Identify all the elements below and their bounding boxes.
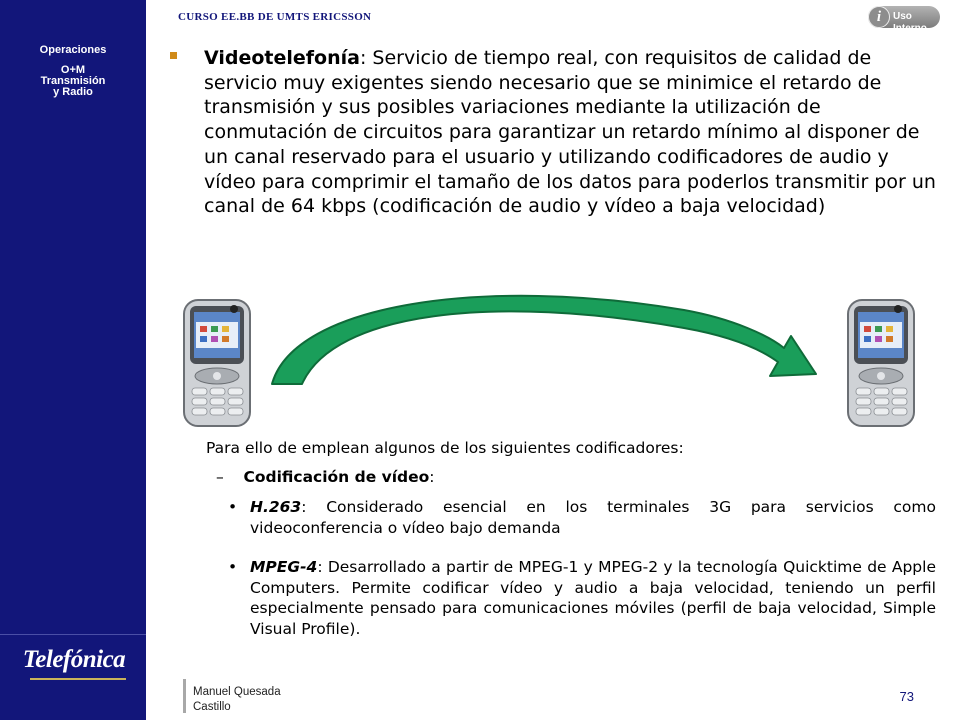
codec-item-h263 xyxy=(250,497,936,538)
sidebar-divider xyxy=(0,634,146,635)
mobile-phone-right xyxy=(846,298,918,428)
codec-item-mpeg4 xyxy=(250,557,936,639)
course-title: CURSO EE.BB DE UMTS ERICSSON xyxy=(178,11,372,23)
sidebar-title-operaciones: Operaciones xyxy=(39,44,107,56)
codec-name: MPEG-4 xyxy=(250,558,318,576)
dash-marker: – xyxy=(216,468,224,486)
author-first-line: Manuel Quesada xyxy=(193,686,281,698)
codecs-intro: Para ello de emplean algunos de los siguientes codificadores: xyxy=(206,439,684,457)
footer-divider xyxy=(183,679,186,713)
sidebar xyxy=(0,0,146,720)
codec-description: : Desarrollado a partir de MPEG-1 y MPEG-2 y la tecnología Quicktime de Apple Computers. Permite codificar vídeo y audio a baja velocidad, teniendo un perfil especialmente pensado para comunicaciones móviles (perfil de baja velocidad, Simple Visual Profile). xyxy=(250,558,936,638)
bullet-dot-icon: • xyxy=(228,498,238,516)
bullet-dot-icon: • xyxy=(228,558,238,576)
mobile-phone-left xyxy=(182,298,254,428)
footer-author xyxy=(193,685,281,715)
videotelefonia-paragraph xyxy=(204,46,939,219)
telefonica-logo xyxy=(22,642,126,686)
videotelefonia-description: : Servicio de tiempo real, con requisitos de calidad de servicio muy exigentes siendo necesario que se minimice el retardo de transmisión y sus posibles variaciones mediante la utilización de conmutación de circuitos para garantizar un retardo mínimo al disponer de un canal reservado para el usuario y utilizando codificadores de audio y vídeo para comprimir el tamaño de los datos para poderlos transmitir por un canal de 64 kbps (codificación de audio y vídeo a baja velocidad) xyxy=(204,47,936,218)
curved-arrow xyxy=(272,296,816,384)
uso-interno-badge xyxy=(868,6,940,34)
codec-name: H.263 xyxy=(250,498,302,516)
codec-heading: Codificación de vídeo xyxy=(243,468,430,486)
sidebar-title-om: O+M xyxy=(60,64,86,76)
videotelefonia-term: Videotelefonía xyxy=(204,47,360,69)
codec-description: : Considerado esencial en los terminales 3G para servicios como videoconferencia o vídeo bajo demanda xyxy=(250,498,936,537)
curved-arrow-diagram xyxy=(264,284,826,394)
page-number: 73 xyxy=(899,689,914,704)
codec-heading-colon: : xyxy=(429,468,435,486)
square-bullet-icon xyxy=(170,52,177,59)
badge-label: Uso Interno xyxy=(893,11,927,34)
author-second-line: Castillo xyxy=(193,701,231,713)
sidebar-title-radio: y Radio xyxy=(53,86,93,98)
codec-heading-row xyxy=(216,467,435,487)
logo-underline xyxy=(30,678,126,680)
info-icon: i xyxy=(868,6,890,28)
logo-wordmark: Telefónica xyxy=(22,646,126,673)
sidebar-title-transmision: Transmisión xyxy=(40,75,106,87)
